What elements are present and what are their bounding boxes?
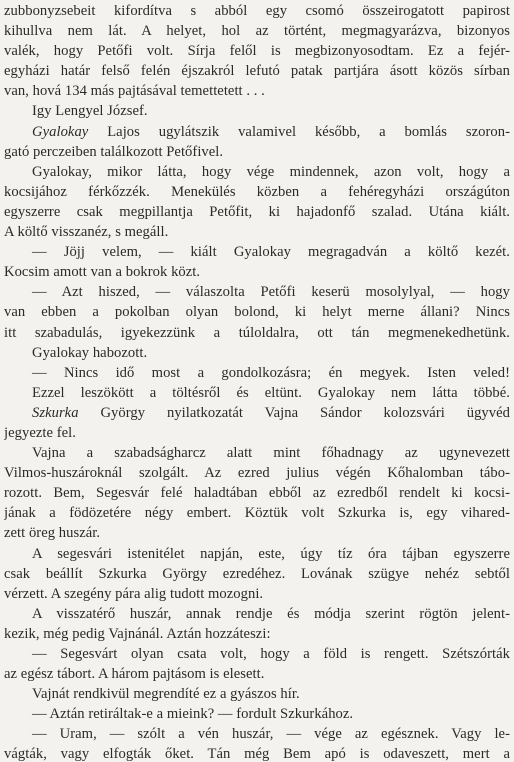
page-text: [4, 1, 510, 762]
text-line: gató perczeiben találkozott Petőfivel.: [4, 143, 224, 160]
text-line: rozott. Bem, Segesvár felé haladtában ebből az ezredből rendelt ki kocsi-: [4, 485, 510, 502]
text-line: Igy Lengyel József.: [32, 103, 148, 120]
text-line: [4, 403, 510, 423]
text-line: van ebben a pokolban olyan bolond, ki helyt merne állani? Nincs: [4, 304, 510, 321]
text-line: kihullva nem lát. A helyet, hol az történt, megmagyarázva, bizonyos: [4, 23, 510, 40]
line-rest: Lajos ugylátszik valamivel később, a bomlás szoron-: [88, 123, 510, 140]
text-line: — Azt hiszed, — válaszolta Petőfi keserü mosolylyal, — hogy: [32, 284, 510, 301]
text-line: itt szabadulás, igyekezzünk a túloldalra, ott tán megmenekedhetünk.: [4, 324, 510, 341]
text-line: valék, hogy Petőfi volt. Sírja felől is megbizonyosodtam. Ez a fejér-: [4, 43, 510, 60]
text-line: az egész tábort. A három pajtásom is elesett.: [4, 666, 265, 683]
text-line: egyházi határ felső felén éjszakról lefutó patak partjára ásott közös sírban: [4, 63, 510, 80]
italic-name: Gyalokay: [32, 123, 89, 140]
text-line: Gyalokay habozott.: [32, 344, 148, 361]
text-line: vágták, vagy elfogták őket. Tán még Bem apó is odaveszett, mert a: [4, 746, 510, 762]
text-line: Vajna a szabadságharcz alatt mint főhadnagy az ugynevezett: [32, 445, 510, 462]
text-line: egyszerre csak megpillantja Petőfit, ki hajadonfő szalad. Utána kiált.: [4, 203, 510, 220]
text-line: van, hová 134 más pajtásával temettetett . . .: [4, 83, 265, 100]
text-line: — Nincs idő most a gondolkozásra; én megyek. Isten veled!: [32, 364, 510, 381]
text-line: zubbonyzsebeit kifordítva s abból egy csomó összeirogatott papirost: [4, 3, 510, 19]
text-line: Gyalokay, mikor látta, hogy vége mindennek, azon volt, hogy a: [32, 163, 510, 180]
text-line: — Jöjj velem, — kiált Gyalokay megragadván a költő kezét.: [32, 244, 510, 261]
text-line: csak beállít Szkurka György ezredéhez. Lovának szügye nehéz sebtől: [4, 565, 510, 582]
text-line: vérzett. A szegény pára alig tudott mozogni.: [4, 585, 264, 602]
text-line: — Aztán retiráltak-e a mieink? — fordult Szkurkához.: [32, 706, 354, 723]
text-line: jának a födözetére négy embert. Köztük volt Szkurka is, egy vihared-: [4, 505, 510, 522]
text-line: — Segesvárt olyan csata volt, hogy a föld is rengett. Szétszórták: [32, 646, 510, 662]
text-line: jegyezte fel.: [4, 424, 76, 441]
text-line: A segesvári istenitélet napján, este, úgy tíz óra tájban egyszerre: [32, 545, 510, 562]
text-line: A visszatérő huszár, annak rendje és módja szerint rögtön jelent-: [32, 605, 510, 622]
text-line: A költő visszanéz, s megáll.: [4, 224, 169, 241]
text-line: [4, 122, 510, 142]
text-line: kezik, még pedig Vajnánál. Aztán hozzáteszi:: [4, 625, 271, 642]
text-line: kocsijához férkőzzék. Menekülés közben a fehéregyházi országúton: [4, 183, 510, 200]
text-line: Ezzel leszökött a töltésről és eltünt. Gyalokay nem látta többé.: [32, 384, 510, 401]
line-rest: György nyilatkozatát Vajna Sándor kolozsvári ügyvéd: [78, 404, 510, 421]
text-line: Vilmos-huszároknál szolgált. Az ezred julius végén Kőhalomban tábo-: [4, 465, 510, 482]
text-line: Kocsim amott van a bokrok közt.: [4, 264, 201, 281]
text-line: zett öreg huszár.: [4, 525, 101, 542]
text-line: — Uram, — szólt a vén huszár, — vége az egésznek. Vagy le-: [32, 726, 510, 743]
text-line: Vajnát rendkivül megrendíté ez a gyászos hír.: [32, 686, 300, 703]
italic-name: Szkurka: [32, 404, 79, 421]
